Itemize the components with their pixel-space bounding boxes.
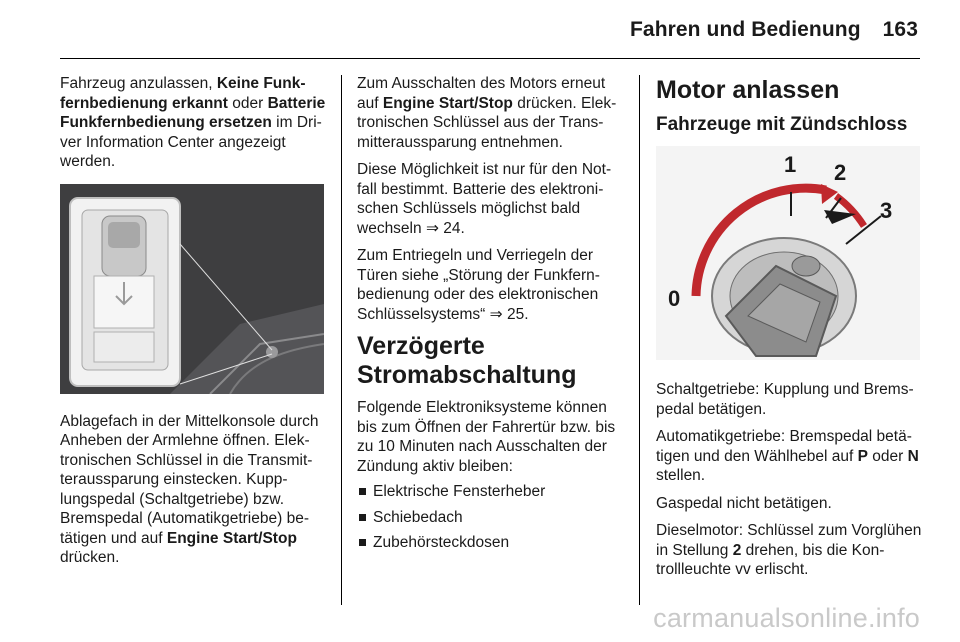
- section-heading-power-off: Verzögerte Stromabschaltung: [357, 332, 577, 389]
- bullet-list: [357, 482, 623, 553]
- column-left: [60, 74, 326, 576]
- manual-transmission-paragraph: Schaltgetriebe: Kupplung und Bremspedal betätigen.: [656, 381, 914, 418]
- glow-plug-icon: ᴠᴠ: [735, 561, 751, 578]
- page-reference[interactable]: ⇒ 24.: [425, 219, 465, 237]
- subheading-ignition-lock: Fahrzeuge mit Zündschloss: [656, 114, 908, 135]
- list-item: Elektrische Fensterheber: [357, 482, 623, 502]
- automatic-transmission-paragraph: Automatikgetriebe: Bremspedal betätigen und den Wählhebel auf P oder N stellen.: [656, 428, 919, 484]
- list-item: Schiebedach: [357, 508, 623, 528]
- list-item: Zubehörsteckdosen: [357, 533, 623, 553]
- column-middle: [357, 74, 623, 559]
- page-title: Fahren und Bedienung: [629, 18, 861, 41]
- position-label-3: 3: [880, 198, 893, 223]
- watermark: carmanualsonline.info: [653, 603, 920, 633]
- page-number: 163: [882, 18, 918, 41]
- position-label-1: 1: [784, 152, 797, 177]
- position-label-0: 0: [668, 286, 681, 311]
- ignition-switch-illustration: [656, 146, 920, 360]
- section-heading-start-engine: Motor anlassen: [656, 76, 840, 104]
- emergency-paragraph: Diese Möglichkeit ist nur für den Notfall bestimmt. Batterie des elektronischen Schlüssels möglichst bald wechseln ⇒ 24.: [357, 161, 612, 237]
- console-caption: Ablagefach in der Mittelkonsole durch Anheben der Armlehne öffnen. Elektronischen Schlüssel in die Transmitteraussparung einstecken. Kupplungspedal (Schaltgetriebe) bzw. Bremspedal (Automatikgetriebe) betätigen und auf Engine Start/Stop drücken.: [60, 412, 319, 566]
- diesel-paragraph: Dieselmotor: Schlüssel zum Vorglühen in Stellung 2 drehen, bis die Kontrollleuchte ᴠᴠ erlischt.: [656, 522, 922, 578]
- header-rule: [60, 58, 920, 59]
- page-reference[interactable]: ⇒ 25.: [489, 305, 529, 323]
- page-header: [630, 18, 918, 42]
- position-label-2: 2: [834, 160, 847, 185]
- intro-paragraph: Fahrzeug anzulassen, Keine Funkfernbedienung erkannt oder Batterie Funkfernbedienung ersetzen im Driver Information Center angezeigt werden.: [60, 75, 326, 170]
- console-photo: [60, 184, 324, 394]
- console-illustration: [60, 184, 324, 394]
- column-divider-2: [639, 75, 640, 605]
- accelerator-paragraph: Gaspedal nicht betätigen.: [656, 494, 832, 512]
- engine-off-paragraph: Zum Ausschalten des Motors erneut auf Engine Start/Stop drücken. Elektronischen Schlüssel aus der Transmitteraussparung entnehmen.: [357, 75, 617, 151]
- unlock-paragraph: Zum Entriegeln und Verriegeln der Türen siehe „Störung der Funkfernbedienung oder des elektronischen Schlüsselsystems“ ⇒ 25.: [357, 247, 600, 323]
- column-divider-1: [341, 75, 342, 605]
- power-off-paragraph: Folgende Elektroniksysteme können bis zum Öffnen der Fahrertür bzw. bis zu 10 Minuten nach Ausschalten der Zündung aktiv bleiben:: [357, 399, 616, 475]
- ignition-diagram: [656, 146, 920, 360]
- column-right: [656, 74, 922, 588]
